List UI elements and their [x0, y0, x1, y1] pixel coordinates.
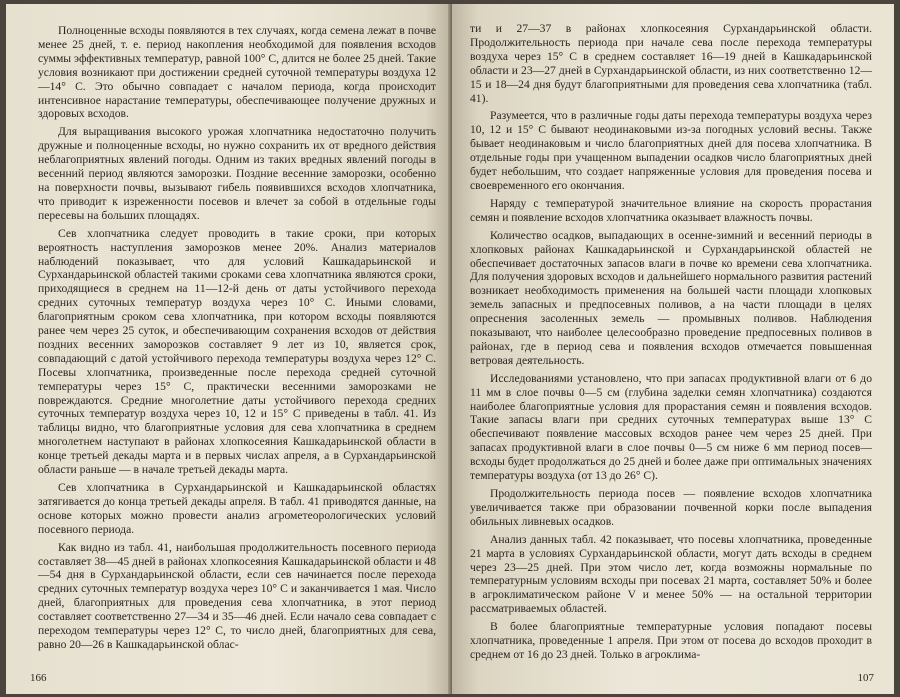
paragraph: В более благоприятные температурные условия попадают посевы хлопчатника, проведенные 1 апреля. При этом от посева до всходов проходит в среднем от 16 до 23 дней. Только в агроклима- [470, 620, 872, 661]
right-page [452, 4, 894, 694]
paragraph: Сев хлопчатника следует проводить в такие сроки, при которых вероятность наступления заморозков менее 20%. Анализ материалов наблюдений показывает, что для условий Кашкадарьинской и Сурхандарьинской областей такими сроками сева хлопчатника являются сроки, приходящиеся в среднем на 11—12-й день от даты устойчивого перехода средних суточных температур воздуха через 10° С. Иными словами, благоприятным сроком сева хлопчатника, при котором всходы появляются ранее чем через 25 суток, и обеспечивающим сохранения всходов от действия поздних весенних заморозков составляет 9 лет из 10, является срок, совпадающий с датой устойчивого перехода температуры воздуха через 12° С. Посевы хлопчатника, произведенные после перехода средней суточной температуры через 15° С, практически весенними заморозками не повреждаются. Средние многолетние даты устойчивого перехода средних суточных температур воздуха через 10, 12 и 15° С приведены в табл. 41. Из таблицы видно, что благоприятные условия для сева хлопчатника в среднем многолетнем наступают в районах хлопкосеяния Кашкадарьинской области в конце третьей декады марта и в первых числах апреля, а в Сурхандарьинской области раньше — в начале третьей декады марта. [38, 226, 436, 477]
left-page [6, 4, 452, 694]
paragraph: Анализ данных табл. 42 показывает, что посевы хлопчатника, проведенные 21 марта в условиях Сурхандарьинской области, могут дать всходы в среднем через 23—25 дней. При этом число лет, когда возможны нормальные по температурным условиям всходы при посевах 21 марта, составляет 50% и более в агроклиматическом районе V и менее 50% — на остальной территории рассматриваемых областей. [470, 532, 872, 616]
page-number: 166 [30, 672, 47, 684]
paragraph: Исследованиями установлено, что при запасах продуктивной влаги от 6 до 11 мм в слое почвы 0—5 см (глубина заделки семян хлопчатника) создаются наиболее благоприятные условия для прорастания семян и появления всходов. Такие запасы влаги при средних суточных температурах выше 13° С обеспечивают появление массовых всходов ранее чем через 25 дней. При запасах продуктивной влаги в слое почвы 0—5 см ниже 6 мм период посев—всходы будет продолжаться до 25 дней и более даже при оптимальных значениях температуры воздуха (от 13 до 26° С). [470, 371, 872, 483]
paragraph: Продолжительность периода посев — появление всходов хлопчатника увеличивается также при образовании почвенной корки после выпадения обильных ливневых осадков. [470, 487, 872, 528]
paragraph: Наряду с температурой значительное влияние на скорость прорастания семян и появление всходов хлопчатника оказывает влажность почвы. [470, 196, 872, 224]
paragraph: Полноценные всходы появляются в тех случаях, когда семена лежат в почве менее 25 дней, т. е. период накопления необходимой для появления всходов суммы эффективных температур, равной 100° С, длится не более 25 дней. Такие условия возникают при достижении средней суточной температуры воздуха 12—14° С. Это обычно совпадает с началом периода, когда происходит интенсивное нарастание температуры, обеспечивающее получение дружных и здоровых всходов. [38, 24, 436, 121]
page-number: 107 [857, 672, 874, 684]
paragraph: Как видно из табл. 41, наибольшая продолжительность посевного периода составляет 38—45 дней в районах хлопкосеяния Кашкадарьинской области и 48—54 дня в Сурхандарьинской области, если сев начинается после перехода средних суточных температур воздуха через 10° С и заканчивается 1 мая. Число дней, благоприятных для проведения сева хлопчатника, в этот период составляет соответственно 27—34 и 35—46 дней. Если начало сева совпадает с переходом температуры через 12° С, то число дней, благоприятных для сева, равно 20—26 в Кашкадарьинской облас- [38, 540, 436, 651]
left-page-text [38, 24, 436, 656]
paragraph: Сев хлопчатника в Сурхандарьинской и Кашкадарьинской областях затягивается до конца третьей декады апреля. В табл. 41 приводятся данные, на основе которых можно провести анализ агрометеорологических условий посевного периода. [38, 481, 436, 536]
paragraph: ти и 27—37 в районах хлопкосеяния Сурхандарьинской области. Продолжительность периода при начале сева после перехода температуры воздуха через 15° С в среднем составляет 16—19 дней в Кашкадарьинской области и 23—27 дней в Сурхандарьинской области, из них соответственно 12—15 и 18—24 дня будут благоприятными для проведения сева хлопчатника (табл. 41). [470, 22, 872, 105]
paragraph: Количество осадков, выпадающих в осенне-зимний и весенний периоды в хлопковых районах Кашкадарьинской и Сурхандарьинской областей не обеспечивает достаточных запасов влаги в почве ко времени сева хлопчатника. Для получения здоровых всходов и дальнейшего нормального развития растений возникает необходимость применения на большей части площади хлопковых земель запасных и предпосевных поливов, а на части площади в целях опреснения засоленных земель — промывных поливов. Наблюдения показывают, что наиболее целесообразно проведение предпосевных поливов в районах, где в период сева и появления всходов отмечается повышенная ветровая деятельность. [470, 228, 872, 367]
paragraph: Для выращивания высокого урожая хлопчатника недостаточно получить дружные и полноценные всходы, но нужно сохранить их от вредного действия неблагоприятных явлений погоды. Одним из таких вредных явлений погоды в весенний период являются заморозки. Поздние весенние заморозки, особенно на поверхности почвы, вызывают гибель появившихся всходов хлопчатника, что приводит к изреженности посевов и влечет за собой в отдельные годы пересевы на больших площадях. [38, 125, 436, 222]
paragraph: Разумеется, что в различные годы даты перехода температуры воздуха через 10, 12 и 15° С бывают неодинаковыми из-за погодных условий весны. Также бывает неодинаковым и число благоприятных дней для посева хлопчатника. В отдельные годы при учащенном выпадении осадков число благоприятных дней будет небольшим, что создает напряженные условия для проведения посева и своевременного его окончания. [470, 109, 872, 192]
right-page-text [470, 22, 872, 666]
